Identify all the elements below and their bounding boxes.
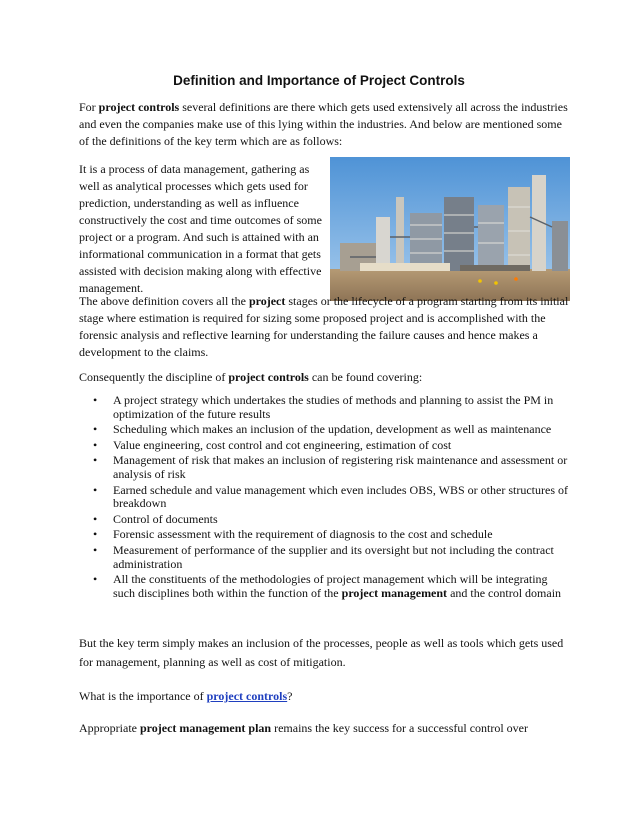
list-item: • Forensic assessment with the requirement of diagnosis to the cost and schedule [93,527,493,542]
list-item: • All the constituents of the methodologies of project management which will be integrating such disciplines both within the function of the project management and the control domain [93,572,562,600]
key-term-paragraph: But the key term simply makes an inclusion of the processes, people as well as tools which gets used for management, planning as well as cost of mitigation. [79,636,564,669]
list-item: • A project strategy which undertakes the studies of methods and planning to assist the PM in optimization of the future results [93,393,554,421]
disciplines-list [79,394,569,602]
list-item: • Scheduling which makes an inclusion of the updation, development as well as maintenance [93,422,552,437]
list-item: • Control of documents [93,511,218,526]
consequently-paragraph: Consequently the discipline of project controls can be found covering: [79,370,423,384]
list-item: • Value engineering, cost control and cot engineering, estimation of cost [93,437,452,452]
industrial-plant-photo [330,157,570,301]
plant-image [330,157,570,301]
importance-question: What is the importance of project controls? [79,689,293,703]
intro-keyword: project controls [98,100,180,114]
list-item: • Earned schedule and value management which even includes OBS, WBS or other structures of breakdown [93,482,568,511]
list-item-keyword: project management [341,585,448,600]
page-title: Definition and Importance of Project Controls [173,73,465,88]
bullet-icon: • [93,422,98,437]
appropriate-keyword: project management plan [139,721,272,735]
bullet-icon: • [93,482,98,497]
list-item: • Management of risk that makes an inclusion of registering risk maintenance and assessment or analysis of risk [93,453,568,481]
list-item: • Measurement of performance of the supplier and its oversight but not including the contract administration [93,542,554,571]
intro-paragraph: For project controls several definitions are there which gets used extensively all across the industries and even the companies make use of this lying within the industries. And below are mentioned some of the definitions of the key term which are as follows: [79,100,568,148]
bullet-icon: • [93,542,98,557]
bullet-icon: • [93,393,98,407]
lifecycle-keyword: project [248,294,286,308]
bullet-icon: • [93,437,98,452]
bullet-icon: • [93,453,98,468]
project-controls-link[interactable]: project controls [206,689,288,703]
bullet-icon: • [93,511,98,526]
consequently-keyword: project controls [228,370,309,384]
bullet-icon: • [93,572,98,587]
appropriate-paragraph: Appropriate project management plan remains the key success for a successful control over [79,721,529,735]
bullet-icon: • [93,527,98,542]
definition-paragraph: It is a process of data management, gathering as well as analytical processes which gets used for prediction, understanding as well as influence constructively the cost and time outcomes of some project or a program. And such is attained with an informational communication in a format that gets assisted with decision making along with effective management. [79,162,322,295]
lifecycle-paragraph: The above definition covers all the project stages or the lifecycle of a program starting from its initial stage where estimation is required for sizing some proposed project and is accomplished with the forensic analysis and reflective learning for understanding the failure causes and hence makes a development to the claims. [79,294,569,359]
